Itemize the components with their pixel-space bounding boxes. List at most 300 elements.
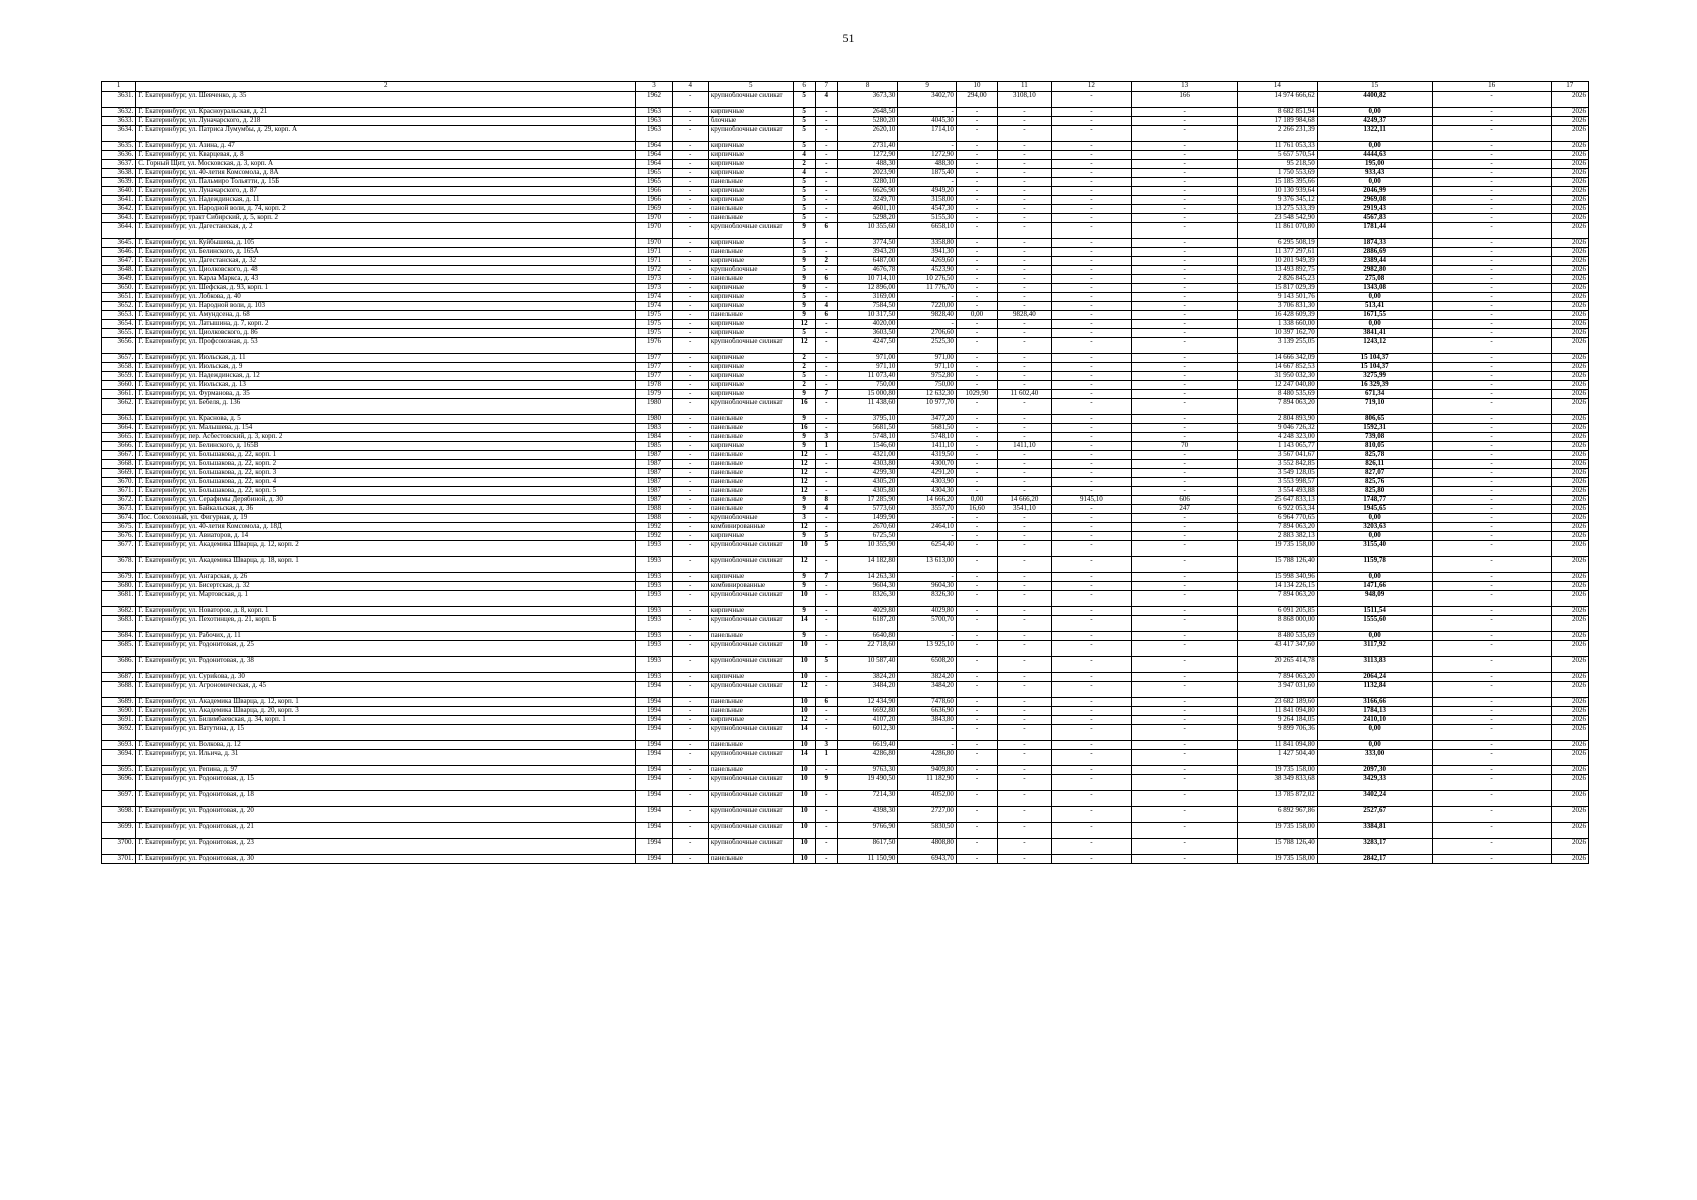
- cell-address: Г. Екатеринбург, ул. Патриса Лумумбы, д. 29, корп. А: [136, 126, 636, 142]
- cell-private-area: -: [998, 766, 1051, 775]
- cell-entrances: -: [815, 478, 837, 487]
- cell-reserve: -: [1432, 399, 1551, 415]
- cell-wall-material: панельные: [708, 433, 793, 442]
- cell-floors: 16: [793, 399, 815, 415]
- cell-year-built: 1987: [636, 460, 672, 469]
- cell-capital-repair-cost: 15 788 126,40: [1238, 557, 1318, 573]
- cell-capital-repair-cost: 4 248 323,00: [1238, 433, 1318, 442]
- cell-total-area: 2648,50: [837, 108, 897, 117]
- cell-municipal-area: -: [956, 766, 997, 775]
- table-row: [102, 178, 1589, 187]
- table-row: [102, 460, 1589, 469]
- cell-row-number: 3637.: [102, 160, 136, 169]
- cell-area-other: -: [1051, 469, 1132, 478]
- cell-capital-repair-cost: 43 417 347,60: [1238, 641, 1318, 657]
- cell-cost-per-sqm: 3155,40: [1317, 541, 1432, 557]
- cell-address: Г. Екатеринбург, ул. Мартовская, д. 1: [136, 591, 636, 607]
- cell-reserve: -: [1432, 187, 1551, 196]
- cell-row-number: 3684.: [102, 632, 136, 641]
- cell-wall-material: крупноблочные силикат: [708, 839, 793, 855]
- cell-private-area: -: [998, 223, 1051, 239]
- cell-municipal-area: -: [956, 117, 997, 126]
- cell-year-built: 1971: [636, 248, 672, 257]
- cell-residential-area: 3402,70: [898, 92, 956, 108]
- cell-year-built: 1965: [636, 169, 672, 178]
- cell-year-built: 1993: [636, 573, 672, 582]
- cell-wall-material: кирпичные: [708, 142, 793, 151]
- cell-municipal-area: -: [956, 257, 997, 266]
- table-row: [102, 532, 1589, 541]
- cell-residential-area: 3358,80: [898, 239, 956, 248]
- cell-municipal-area: -: [956, 284, 997, 293]
- cell-wall-material: крупноблочные силикат: [708, 399, 793, 415]
- cell-capital-repair-cost: 11 761 053,33: [1238, 142, 1318, 151]
- cell-residential-area: 8326,30: [898, 591, 956, 607]
- cell-private-area: -: [998, 126, 1051, 142]
- cell-address: Г. Екатеринбург, ул. Рабочих, д. 11: [136, 632, 636, 641]
- cell-floors: 12: [793, 451, 815, 460]
- cell-year-built: 1987: [636, 469, 672, 478]
- cell-capital-repair-cost: 5 657 570,54: [1238, 151, 1318, 160]
- cell-floors: 9: [793, 390, 815, 399]
- cell-planned-year: 2026: [1551, 823, 1588, 839]
- cell-municipal-area: -: [956, 750, 997, 766]
- cell-municipal-area: -: [956, 616, 997, 632]
- cell-cost-per-sqm: 827,07: [1317, 469, 1432, 478]
- cell-private-area: -: [998, 532, 1051, 541]
- cell-capital-repair-cost: 13 275 533,39: [1238, 205, 1318, 214]
- cell-capital-repair-cost: 9 899 706,36: [1238, 725, 1318, 741]
- column-header: 8: [837, 82, 897, 92]
- cell-row-number: 3699.: [102, 823, 136, 839]
- cell-wall-material: крупноблочные силикат: [708, 657, 793, 673]
- cell-row-number: 3636.: [102, 151, 136, 160]
- cell-area-other: -: [1051, 855, 1132, 864]
- cell-row-number: 3696.: [102, 775, 136, 791]
- cell-total-area: 6187,20: [837, 616, 897, 632]
- cell-floors: 9: [793, 573, 815, 582]
- cell-planned-year: 2026: [1551, 855, 1588, 864]
- cell-residents: -: [1132, 591, 1238, 607]
- cell-year-built: 1979: [636, 390, 672, 399]
- table-row: [102, 673, 1589, 682]
- table-row: [102, 311, 1589, 320]
- cell-municipal-area: -: [956, 451, 997, 460]
- cell-residents: 70: [1132, 442, 1238, 451]
- cell-capital-repair-cost: 8 480 535,69: [1238, 390, 1318, 399]
- cell-floors: 10: [793, 839, 815, 855]
- cell-entrances: -: [815, 160, 837, 169]
- cell-cost-per-sqm: 4400,82: [1317, 92, 1432, 108]
- cell-row-number: 3667.: [102, 451, 136, 460]
- cell-floors: 9: [793, 505, 815, 514]
- cell-private-area: -: [998, 716, 1051, 725]
- table-row: [102, 302, 1589, 311]
- cell-reserve: -: [1432, 160, 1551, 169]
- cell-municipal-area: -: [956, 707, 997, 716]
- cell-planned-year: 2026: [1551, 363, 1588, 372]
- cell-wall-material: панельные: [708, 505, 793, 514]
- cell-area-other: -: [1051, 311, 1132, 320]
- cell-floors: 5: [793, 92, 815, 108]
- cell-residents: -: [1132, 632, 1238, 641]
- table-row: [102, 214, 1589, 223]
- cell-floors: 12: [793, 487, 815, 496]
- cell-municipal-area: -: [956, 591, 997, 607]
- cell-cost-per-sqm: 1511,54: [1317, 607, 1432, 616]
- cell-area-other: -: [1051, 791, 1132, 807]
- cell-wall-material: панельные: [708, 248, 793, 257]
- cell-floors: 9: [793, 302, 815, 311]
- cell-cost-per-sqm: 2064,24: [1317, 673, 1432, 682]
- cell-residents: -: [1132, 381, 1238, 390]
- cell-entrances: -: [815, 196, 837, 205]
- cell-total-area: 4286,80: [837, 750, 897, 766]
- cell-area-other: -: [1051, 582, 1132, 591]
- table-row: [102, 716, 1589, 725]
- cell-wall-material: кирпичные: [708, 196, 793, 205]
- cell-residents: -: [1132, 196, 1238, 205]
- cell-municipal-area: -: [956, 424, 997, 433]
- cell-row-number: 3661.: [102, 390, 136, 399]
- cell-row-number: 3691.: [102, 716, 136, 725]
- cell-residents: -: [1132, 657, 1238, 673]
- cell-wall-material: крупноблочные: [708, 514, 793, 523]
- cell-cost-per-sqm: 0,00: [1317, 741, 1432, 750]
- cell-address: Г. Екатеринбург, ул. Циолковского, д. 48: [136, 266, 636, 275]
- cell-area-other: -: [1051, 239, 1132, 248]
- cell-row-number: 3701.: [102, 855, 136, 864]
- cell-year-built: 1992: [636, 532, 672, 541]
- cell-year-built: 1977: [636, 354, 672, 363]
- cell-year-built: 1994: [636, 766, 672, 775]
- cell-year-reconstructed: -: [672, 741, 708, 750]
- cell-residential-area: 4319,50: [898, 451, 956, 460]
- cell-reserve: -: [1432, 532, 1551, 541]
- cell-residents: -: [1132, 514, 1238, 523]
- cell-cost-per-sqm: 4444,63: [1317, 151, 1432, 160]
- cell-municipal-area: -: [956, 205, 997, 214]
- table-row: [102, 632, 1589, 641]
- cell-reserve: -: [1432, 151, 1551, 160]
- cell-residents: -: [1132, 741, 1238, 750]
- cell-cost-per-sqm: 1748,77: [1317, 496, 1432, 505]
- cell-floors: 16: [793, 424, 815, 433]
- cell-private-area: -: [998, 275, 1051, 284]
- cell-planned-year: 2026: [1551, 142, 1588, 151]
- cell-year-built: 1994: [636, 698, 672, 707]
- column-header: 6: [793, 82, 815, 92]
- cell-reserve: -: [1432, 632, 1551, 641]
- cell-year-built: 1975: [636, 329, 672, 338]
- cell-reserve: -: [1432, 372, 1551, 381]
- cell-wall-material: крупноблочные силикат: [708, 223, 793, 239]
- cell-municipal-area: -: [956, 698, 997, 707]
- cell-year-built: 1994: [636, 791, 672, 807]
- table-row: [102, 855, 1589, 864]
- cell-row-number: 3671.: [102, 487, 136, 496]
- cell-entrances: 6: [815, 311, 837, 320]
- cell-year-reconstructed: -: [672, 766, 708, 775]
- cell-residential-area: 7220,00: [898, 302, 956, 311]
- cell-residents: -: [1132, 698, 1238, 707]
- cell-cost-per-sqm: 3275,99: [1317, 372, 1432, 381]
- cell-address: Г. Екатеринбург, ул. Авиаторов, д. 14: [136, 532, 636, 541]
- cell-total-area: 4321,00: [837, 451, 897, 460]
- cell-year-built: 1994: [636, 839, 672, 855]
- cell-row-number: 3677.: [102, 541, 136, 557]
- table-row: [102, 741, 1589, 750]
- cell-cost-per-sqm: 3429,33: [1317, 775, 1432, 791]
- cell-municipal-area: -: [956, 415, 997, 424]
- column-header: 7: [815, 82, 837, 92]
- cell-year-reconstructed: -: [672, 108, 708, 117]
- cell-municipal-area: -: [956, 354, 997, 363]
- cell-entrances: -: [815, 329, 837, 338]
- cell-row-number: 3678.: [102, 557, 136, 573]
- cell-address: Г. Екатеринбург, ул. Народной воли, д. 74, корп. 2: [136, 205, 636, 214]
- cell-entrances: 6: [815, 275, 837, 284]
- cell-reserve: -: [1432, 496, 1551, 505]
- cell-address: Г. Екатеринбург, тракт Сибирский, д. 5, корп. 2: [136, 214, 636, 223]
- cell-wall-material: крупноблочные силикат: [708, 682, 793, 698]
- cell-floors: 9: [793, 415, 815, 424]
- cell-total-area: 6692,80: [837, 707, 897, 716]
- cell-wall-material: панельные: [708, 451, 793, 460]
- cell-total-area: 4676,78: [837, 266, 897, 275]
- cell-row-number: 3633.: [102, 117, 136, 126]
- cell-year-reconstructed: -: [672, 433, 708, 442]
- cell-year-reconstructed: -: [672, 424, 708, 433]
- cell-capital-repair-cost: 10 201 949,39: [1238, 257, 1318, 266]
- cell-total-area: 2620,10: [837, 126, 897, 142]
- cell-entrances: -: [815, 487, 837, 496]
- cell-year-built: 1994: [636, 750, 672, 766]
- cell-wall-material: кирпичные: [708, 573, 793, 582]
- cell-year-reconstructed: -: [672, 239, 708, 248]
- table-row: [102, 523, 1589, 532]
- cell-residential-area: 4291,20: [898, 469, 956, 478]
- cell-cost-per-sqm: 1781,44: [1317, 223, 1432, 239]
- cell-cost-per-sqm: 513,41: [1317, 302, 1432, 311]
- cell-private-area: -: [998, 673, 1051, 682]
- cell-row-number: 3649.: [102, 275, 136, 284]
- cell-residential-area: 3941,30: [898, 248, 956, 257]
- cell-residents: -: [1132, 823, 1238, 839]
- cell-row-number: 3659.: [102, 372, 136, 381]
- cell-floors: 10: [793, 855, 815, 864]
- table-row: [102, 169, 1589, 178]
- cell-reserve: -: [1432, 142, 1551, 151]
- cell-capital-repair-cost: 38 349 833,68: [1238, 775, 1318, 791]
- cell-cost-per-sqm: 2842,17: [1317, 855, 1432, 864]
- cell-total-area: 3169,00: [837, 293, 897, 302]
- cell-residential-area: 2525,30: [898, 338, 956, 354]
- cell-year-reconstructed: -: [672, 607, 708, 616]
- cell-cost-per-sqm: 275,08: [1317, 275, 1432, 284]
- cell-private-area: -: [998, 266, 1051, 275]
- cell-municipal-area: -: [956, 151, 997, 160]
- cell-private-area: -: [998, 117, 1051, 126]
- cell-capital-repair-cost: 3 706 831,30: [1238, 302, 1318, 311]
- cell-total-area: 1272,90: [837, 151, 897, 160]
- cell-total-area: 3249,70: [837, 196, 897, 205]
- cell-year-built: 1994: [636, 707, 672, 716]
- cell-private-area: -: [998, 616, 1051, 632]
- cell-residential-area: -: [898, 741, 956, 750]
- cell-municipal-area: 0,00: [956, 496, 997, 505]
- cell-address: Г. Екатеринбург, ул. Большакова, д. 22, корп. 4: [136, 478, 636, 487]
- cell-planned-year: 2026: [1551, 478, 1588, 487]
- table-row: [102, 573, 1589, 582]
- cell-private-area: -: [998, 514, 1051, 523]
- cell-capital-repair-cost: 14 974 666,62: [1238, 92, 1318, 108]
- cell-address: Г. Екатеринбург, ул. Амундсена, д. 68: [136, 311, 636, 320]
- cell-year-reconstructed: -: [672, 573, 708, 582]
- cell-total-area: 4299,30: [837, 469, 897, 478]
- cell-reserve: -: [1432, 257, 1551, 266]
- cell-private-area: -: [998, 108, 1051, 117]
- cell-year-reconstructed: -: [672, 807, 708, 823]
- cell-total-area: 1546,60: [837, 442, 897, 451]
- cell-reserve: -: [1432, 92, 1551, 108]
- table-row: [102, 657, 1589, 673]
- cell-entrances: -: [815, 707, 837, 716]
- cell-row-number: 3640.: [102, 187, 136, 196]
- cell-total-area: 488,30: [837, 160, 897, 169]
- cell-planned-year: 2026: [1551, 791, 1588, 807]
- cell-address: Г. Екатеринбург, ул. Латышина, д. 7, корп. 2: [136, 320, 636, 329]
- cell-year-built: 1993: [636, 673, 672, 682]
- cell-area-other: -: [1051, 284, 1132, 293]
- cell-year-built: 1966: [636, 187, 672, 196]
- cell-address: Г. Екатеринбург, ул. Агрономическая, д. 45: [136, 682, 636, 698]
- cell-address: С. Горный Щит, ул. Московская, д. 3, корп. А: [136, 160, 636, 169]
- cell-planned-year: 2026: [1551, 196, 1588, 205]
- cell-planned-year: 2026: [1551, 338, 1588, 354]
- cell-residents: -: [1132, 142, 1238, 151]
- cell-area-other: -: [1051, 839, 1132, 855]
- cell-area-other: -: [1051, 214, 1132, 223]
- cell-address: Г. Екатеринбург, ул. Белинского, д. 165В: [136, 442, 636, 451]
- cell-floors: 14: [793, 725, 815, 741]
- cell-private-area: -: [998, 151, 1051, 160]
- cell-year-reconstructed: -: [672, 791, 708, 807]
- cell-planned-year: 2026: [1551, 424, 1588, 433]
- cell-entrances: -: [815, 791, 837, 807]
- cell-residential-area: 2706,60: [898, 329, 956, 338]
- cell-private-area: -: [998, 160, 1051, 169]
- cell-year-built: 1993: [636, 632, 672, 641]
- cell-residents: -: [1132, 329, 1238, 338]
- cell-capital-repair-cost: 7 894 063,20: [1238, 399, 1318, 415]
- table-row: [102, 505, 1589, 514]
- cell-row-number: 3645.: [102, 239, 136, 248]
- cell-floors: 5: [793, 372, 815, 381]
- cell-year-built: 1962: [636, 92, 672, 108]
- table-row: [102, 698, 1589, 707]
- cell-wall-material: кирпичные: [708, 302, 793, 311]
- cell-area-other: -: [1051, 293, 1132, 302]
- cell-planned-year: 2026: [1551, 320, 1588, 329]
- cell-reserve: -: [1432, 275, 1551, 284]
- cell-municipal-area: -: [956, 142, 997, 151]
- cell-municipal-area: -: [956, 338, 997, 354]
- cell-total-area: 14 263,30: [837, 573, 897, 582]
- table-row: [102, 92, 1589, 108]
- cell-municipal-area: -: [956, 725, 997, 741]
- cell-year-reconstructed: -: [672, 591, 708, 607]
- cell-row-number: 3638.: [102, 169, 136, 178]
- cell-reserve: -: [1432, 591, 1551, 607]
- cell-wall-material: крупноблочные силикат: [708, 725, 793, 741]
- cell-private-area: -: [998, 142, 1051, 151]
- cell-residents: -: [1132, 807, 1238, 823]
- table-row: [102, 266, 1589, 275]
- cell-private-area: -: [998, 725, 1051, 741]
- cell-row-number: 3682.: [102, 607, 136, 616]
- cell-capital-repair-cost: 11 377 297,61: [1238, 248, 1318, 257]
- cell-address: Г. Екатеринбург, ул. Родонитовая, д. 18: [136, 791, 636, 807]
- cell-entrances: 4: [815, 92, 837, 108]
- cell-cost-per-sqm: 3113,83: [1317, 657, 1432, 673]
- cell-planned-year: 2026: [1551, 372, 1588, 381]
- cell-residents: -: [1132, 187, 1238, 196]
- cell-cost-per-sqm: 2969,08: [1317, 196, 1432, 205]
- cell-wall-material: панельные: [708, 496, 793, 505]
- table-row: [102, 415, 1589, 424]
- cell-row-number: 3666.: [102, 442, 136, 451]
- cell-reserve: -: [1432, 223, 1551, 239]
- cell-address: Г. Екатеринбург, ул. Репина, д. 97: [136, 766, 636, 775]
- cell-total-area: 3943,20: [837, 248, 897, 257]
- cell-entrances: 1: [815, 442, 837, 451]
- cell-residents: -: [1132, 766, 1238, 775]
- cell-year-reconstructed: -: [672, 92, 708, 108]
- cell-residents: -: [1132, 108, 1238, 117]
- cell-area-other: -: [1051, 223, 1132, 239]
- cell-residents: -: [1132, 855, 1238, 864]
- cell-floors: 12: [793, 557, 815, 573]
- cell-municipal-area: -: [956, 108, 997, 117]
- cell-total-area: 2023,90: [837, 169, 897, 178]
- cell-floors: 5: [793, 329, 815, 338]
- cell-floors: 5: [793, 248, 815, 257]
- cell-residential-area: 10 977,70: [898, 399, 956, 415]
- cell-reserve: -: [1432, 573, 1551, 582]
- cell-wall-material: кирпичные: [708, 716, 793, 725]
- cell-municipal-area: -: [956, 469, 997, 478]
- cell-planned-year: 2026: [1551, 92, 1588, 108]
- cell-residential-area: 5700,70: [898, 616, 956, 632]
- cell-residential-area: 9409,80: [898, 766, 956, 775]
- cell-planned-year: 2026: [1551, 354, 1588, 363]
- cell-area-other: -: [1051, 698, 1132, 707]
- cell-private-area: -: [998, 591, 1051, 607]
- cell-reserve: -: [1432, 582, 1551, 591]
- cell-entrances: -: [815, 582, 837, 591]
- cell-wall-material: кирпичные: [708, 363, 793, 372]
- cell-reserve: -: [1432, 505, 1551, 514]
- cell-entrances: -: [815, 108, 837, 117]
- cell-entrances: 8: [815, 496, 837, 505]
- cell-capital-repair-cost: 95 218,50: [1238, 160, 1318, 169]
- cell-year-built: 1973: [636, 284, 672, 293]
- cell-floors: 9: [793, 433, 815, 442]
- cell-cost-per-sqm: 333,00: [1317, 750, 1432, 766]
- cell-floors: 5: [793, 142, 815, 151]
- cell-residential-area: 5155,30: [898, 214, 956, 223]
